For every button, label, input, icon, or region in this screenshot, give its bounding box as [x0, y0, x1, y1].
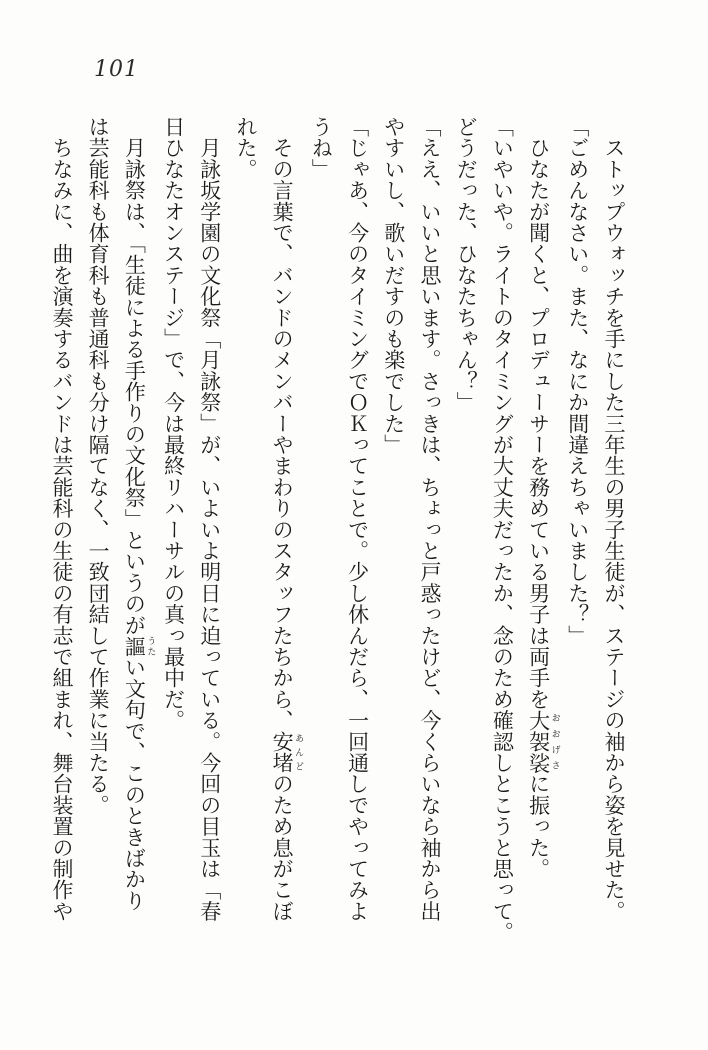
- ruby-uta: [122, 635, 156, 657]
- line-10: [264, 116, 303, 956]
- line-1: ストップウォッチを手にした三年生の男子生徒が、ステージの袖から姿を見せた。: [602, 116, 626, 922]
- vertical-text-block: [49, 116, 632, 956]
- ruby-uta-base: 謳: [122, 635, 147, 657]
- ruby-oogesa: [526, 709, 560, 774]
- line-10-post: のため息がこぼ: [270, 773, 295, 922]
- line-3-pre: ひなたが聞くと、プロデューサーを務めている男子は両手を: [526, 116, 551, 710]
- line-16: ちなみに、曲を演奏するバンドは芸能科の生徒の有志で組まれ、舞台装置の制作や: [49, 116, 74, 922]
- line-15: は芸能科も体育科も普通科も分け隔てなく、一致団結して作業に当たる。: [86, 116, 111, 816]
- line-14: [116, 116, 155, 956]
- furigana-uta: うた: [145, 635, 156, 657]
- page-number: 101: [94, 57, 139, 82]
- line-9: うね」: [309, 116, 334, 180]
- furigana-oogesa: おおげさ: [549, 709, 560, 774]
- line-6: 「ええ、いいと思います。さっきは、ちょっと戸惑ったけど、今くらいなら袖から出: [417, 116, 442, 922]
- line-3-post: に振った。: [526, 773, 551, 880]
- line-4: 「いやいや。ライトのタイミングが大丈夫だったか、念のため確認しとこうと思って。: [490, 116, 515, 943]
- line-8: 「じゃあ、今のタイミングでＯＫってことで。少し休んだら、一回通しでやってみよ: [345, 116, 370, 922]
- line-5: どうだった、ひなたちゃん？」: [454, 116, 479, 413]
- furigana-ando: あんど: [293, 730, 304, 774]
- line-12: 月詠坂学園の文化祭「月詠祭」が、いよいよ明日に迫っている。今回の目玉は「春: [197, 116, 222, 922]
- line-7: やすいし、歌いだすのも楽でした」: [381, 116, 406, 456]
- ruby-ando-base: 安堵: [270, 730, 295, 774]
- line-11: れた。: [233, 116, 258, 180]
- line-14-post: い文句で、このときばかり: [122, 656, 147, 912]
- line-2: 「ごめんなさい。また、なにか間違えちゃいました？」: [565, 116, 590, 646]
- line-13: 日ひなたオンステージ」で、今は最終リハーサルの真っ最中だ。: [161, 116, 186, 731]
- ruby-oogesa-base: 大袈裟: [526, 709, 551, 774]
- line-3: [520, 116, 559, 956]
- ruby-ando: [270, 730, 304, 774]
- line-14-pre: 月詠祭は、「生徒による手作りの文化祭」というのが: [122, 116, 147, 636]
- line-10-pre: その言葉で、バンドのメンバーやまわりのスタッフたちから、: [270, 116, 295, 731]
